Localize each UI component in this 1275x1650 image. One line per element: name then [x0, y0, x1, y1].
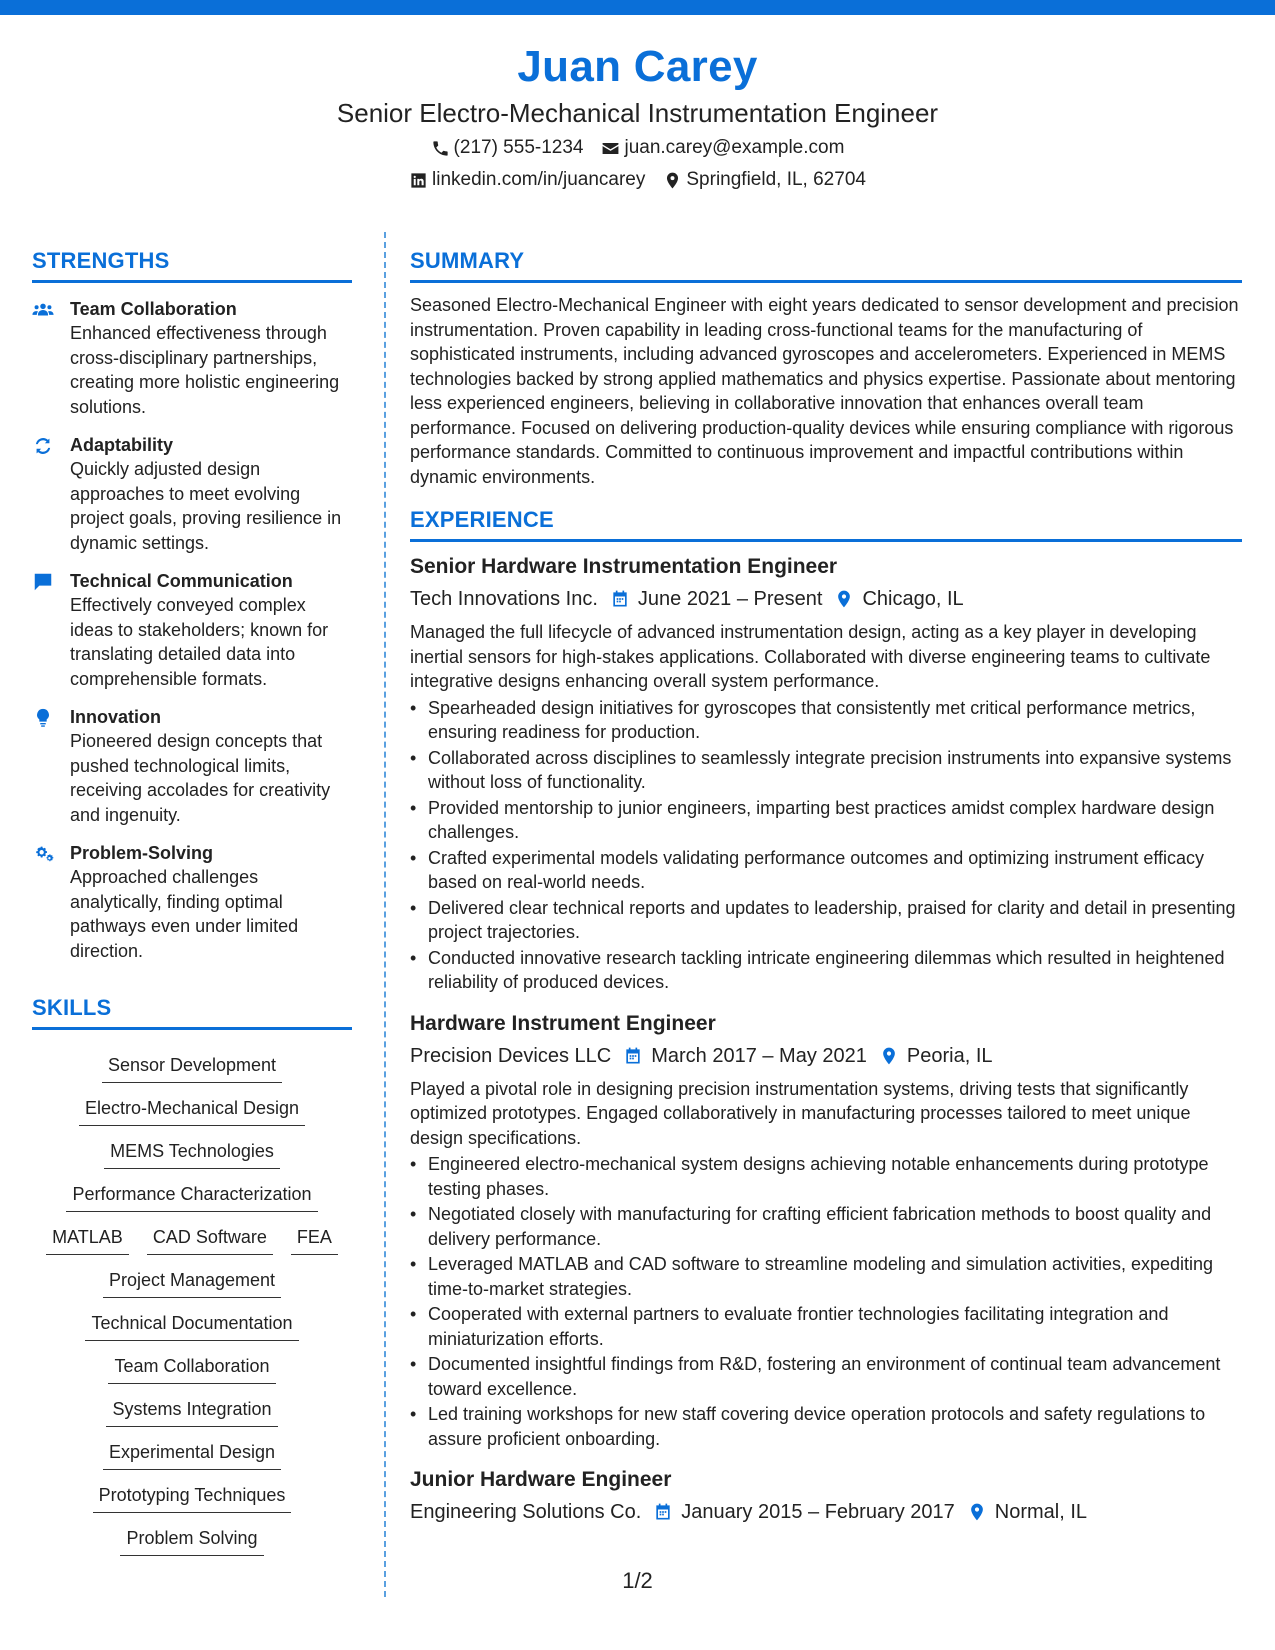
location-item — [663, 166, 866, 194]
lightbulb-icon — [32, 707, 54, 729]
calendar-icon — [623, 1046, 643, 1066]
email-item — [601, 134, 844, 162]
strength-desc: Pioneered design concepts that pushed technological limits, receiving accolades for creativity and ingenuity. — [70, 731, 331, 825]
calendar-icon — [653, 1502, 673, 1522]
experience-list — [410, 552, 1242, 1527]
strength-item — [32, 569, 352, 691]
map-pin-icon — [834, 589, 854, 609]
contact-row-1 — [0, 134, 1275, 162]
skill-tag: Team Collaboration — [108, 1351, 275, 1384]
job-meta — [410, 1041, 1242, 1071]
strength-title: Problem-Solving — [70, 843, 214, 863]
strength-title: Team Collaboration — [70, 299, 237, 319]
skill-tag: MATLAB — [46, 1222, 129, 1255]
job-bullet: • Provided mentorship to junior engineers, imparting best practices amidst complex hardware design challenges. — [410, 796, 1242, 845]
job-bullet: • Led training workshops for new staff covering device operation protocols and safety regulations to assure proficient onboarding. — [410, 1402, 1242, 1451]
skill-row — [102, 1050, 282, 1083]
skill-row — [93, 1480, 292, 1513]
job-bullet: • Negotiated closely with manufacturing for crafting efficient fabrication methods to boost quality and delivery performance. — [410, 1202, 1242, 1251]
phone-text[interactable]: (217) 555-1234 — [453, 137, 584, 158]
strength-title: Innovation — [70, 707, 161, 727]
strength-desc: Quickly adjusted design approaches to meet evolving project goals, proving resilience in dynamic settings. — [70, 459, 342, 553]
skill-tag: Experimental Design — [103, 1437, 281, 1470]
job-location-item — [834, 584, 963, 614]
job-bullet: • Documented insightful findings from R&D, fostering an environment of continual team advancement toward excellence. — [410, 1352, 1242, 1401]
job-company: Engineering Solutions Co. — [410, 1501, 642, 1523]
skill-tag: Performance Characterization — [66, 1179, 317, 1212]
job-bullet: • Cooperated with external partners to evaluate frontier technologies facilitating integration and miniaturization efforts. — [410, 1302, 1242, 1351]
skill-row — [106, 1394, 277, 1427]
skill-row — [66, 1179, 317, 1212]
job-bullet: • Spearheaded design initiatives for gyroscopes that consistently met critical performance metrics, ensuring readiness for production. — [410, 696, 1242, 745]
strength-desc: Effectively conveyed complex ideas to stakeholders; known for translating detailed data into comprehensible formats. — [70, 595, 329, 689]
skills-list — [32, 1040, 352, 1556]
job-entry — [410, 1465, 1242, 1527]
phone-item — [431, 134, 584, 162]
strength-item — [32, 433, 352, 555]
strength-title: Technical Communication — [70, 571, 293, 591]
job-dates-item — [653, 1497, 955, 1527]
skill-tag: FEA — [291, 1222, 338, 1255]
job-bullet: • Crafted experimental models validating performance outcomes and optimizing instrument efficacy based on real-world needs. — [410, 846, 1242, 895]
skill-tag: MEMS Technologies — [104, 1136, 280, 1169]
map-pin-icon — [663, 171, 682, 190]
comment-icon — [32, 571, 54, 593]
job-title: Junior Hardware Engineer — [410, 1468, 672, 1491]
strength-desc: Enhanced effectiveness through cross-disciplinary partnerships, creating more holistic engineering solutions. — [70, 323, 340, 417]
contact-row-2 — [0, 166, 1275, 194]
job-location: Peoria, IL — [906, 1044, 993, 1067]
job-meta — [410, 584, 1242, 614]
linkedin-icon — [409, 171, 428, 190]
strengths-heading: STRENGTHS — [32, 246, 352, 283]
experience-heading: EXPERIENCE — [410, 505, 1242, 542]
strength-item — [32, 297, 352, 419]
skill-tag: Systems Integration — [106, 1394, 277, 1427]
calendar-icon — [610, 589, 630, 609]
strength-item — [32, 841, 352, 963]
job-dates-item — [610, 584, 823, 614]
column-divider — [384, 232, 386, 1597]
left-column — [32, 246, 352, 1556]
phone-icon — [431, 139, 450, 158]
skill-row — [85, 1308, 298, 1341]
skill-row — [108, 1351, 275, 1384]
skill-row — [103, 1437, 281, 1470]
candidate-name: Juan Carey — [517, 42, 758, 91]
resume-header — [0, 40, 1275, 194]
job-dates-item — [623, 1041, 867, 1071]
skill-row — [103, 1265, 281, 1298]
job-bullet: • Delivered clear technical reports and updates to leadership, praised for clarity and detail in presenting project trajectories. — [410, 896, 1242, 945]
job-location: Normal, IL — [994, 1501, 1088, 1523]
skill-tag: CAD Software — [147, 1222, 273, 1255]
job-description: Played a pivotal role in designing precision instrumentation systems, driving tests that significantly optimized prototypes. Engaged collaboratively in manufacturing processes tailored to meet unique design specifications. — [410, 1078, 1191, 1148]
users-icon — [32, 299, 54, 321]
skill-tag: Prototyping Techniques — [93, 1480, 292, 1513]
email-link[interactable]: juan.carey@example.com — [624, 137, 845, 158]
candidate-role: Senior Electro-Mechanical Instrumentation Engineer — [336, 98, 939, 128]
summary-heading: SUMMARY — [410, 246, 1242, 283]
job-location-item — [967, 1497, 1087, 1527]
skill-row — [120, 1523, 263, 1556]
job-company: Precision Devices LLC — [410, 1044, 612, 1067]
location-text: Springfield, IL, 62704 — [686, 169, 866, 190]
page-number: 1/2 — [622, 1568, 653, 1593]
job-description: Managed the full lifecycle of advanced instrumentation design, acting as a key player in developing inertial sensors for high-stakes applications. Collaborated with diverse engineering teams to cultivate integrative designs enhancing overall system performance. — [410, 622, 1211, 691]
job-dates: January 2015 – February 2017 — [681, 1501, 955, 1523]
gears-icon — [32, 843, 54, 865]
job-bullet: • Engineered electro-mechanical system designs achieving notable enhancements during prototype testing phases. — [410, 1152, 1242, 1201]
job-entry — [410, 552, 1242, 995]
job-meta — [410, 1497, 1242, 1527]
skill-tag: Problem Solving — [120, 1523, 263, 1556]
map-pin-icon — [879, 1046, 899, 1066]
job-bullets — [410, 696, 1242, 995]
strength-item — [32, 705, 352, 827]
job-dates: June 2021 – Present — [637, 588, 823, 610]
strength-title: Adaptability — [70, 435, 174, 455]
summary-text: Seasoned Electro-Mechanical Engineer with eight years dedicated to sensor development and precision instrumentation. Proven capability in leading cross-functional teams for the manufacturing of sophisticated instruments, including advanced gyroscopes and accelerometers. Experienced in MEMS technologies backed by strong applied mathematics and physics expertise. Passionate about mentoring less experienced engineers, believing in collaborative innovation that enhances overall team performance. Focused on delivering production-quality devices while ensuring compliance with rigorous performance standards. Committed to continuous improvement and impactful contributions within dynamic environments. — [410, 295, 1239, 487]
job-location-item — [879, 1041, 993, 1071]
job-title: Hardware Instrument Engineer — [410, 1011, 716, 1035]
job-bullet: • Collaborated across disciplines to seamlessly integrate precision instruments into expansive systems without loss of functionality. — [410, 746, 1242, 795]
job-bullet: • Conducted innovative research tackling intricate engineering dilemmas which resulted in heightened reliability of produced devices. — [410, 946, 1242, 995]
job-bullet: • Leveraged MATLAB and CAD software to streamline modeling and simulation activities, expediting time-to-market strategies. — [410, 1252, 1242, 1301]
skill-tag: Project Management — [103, 1265, 281, 1298]
envelope-icon — [601, 139, 620, 158]
job-location: Chicago, IL — [862, 588, 964, 610]
right-column — [410, 246, 1242, 1527]
skills-heading: SKILLS — [32, 993, 352, 1030]
job-bullets — [410, 1152, 1242, 1451]
skill-row — [104, 1136, 280, 1169]
job-title: Senior Hardware Instrumentation Engineer — [410, 555, 838, 578]
linkedin-link[interactable]: linkedin.com/in/juancarey — [432, 169, 646, 190]
skill-row — [46, 1222, 338, 1255]
job-entry — [410, 1009, 1242, 1452]
skill-tag: Electro-Mechanical Design — [79, 1093, 305, 1126]
job-company: Tech Innovations Inc. — [410, 588, 598, 610]
map-pin-icon — [967, 1502, 987, 1522]
linkedin-item — [409, 166, 645, 194]
job-dates: March 2017 – May 2021 — [651, 1044, 867, 1067]
top-accent-bar — [0, 0, 1275, 15]
refresh-icon — [32, 435, 54, 457]
skill-row — [79, 1093, 305, 1126]
strength-desc: Approached challenges analytically, finding optimal pathways even under limited direction. — [70, 867, 299, 961]
skill-tag: Technical Documentation — [85, 1308, 298, 1341]
skill-tag: Sensor Development — [102, 1050, 282, 1083]
